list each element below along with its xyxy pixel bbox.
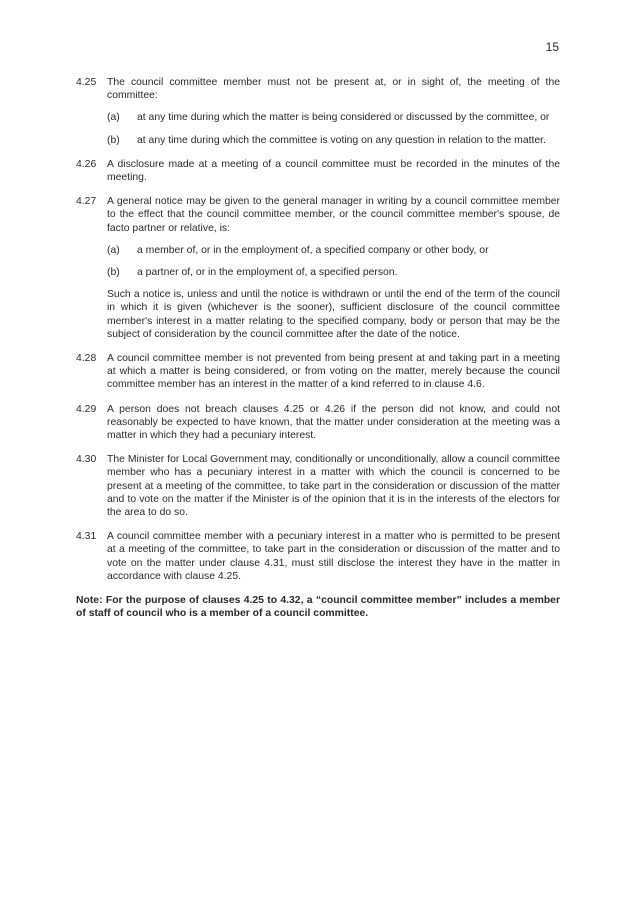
clause-number: 4.30 — [76, 454, 97, 466]
document-body — [76, 76, 560, 621]
sub-clause-b — [107, 134, 560, 147]
sub-clause-label: (b) — [107, 267, 120, 279]
clause-4-25 — [76, 76, 560, 147]
sub-clause-b — [107, 266, 560, 279]
clause-4-26 — [76, 158, 560, 184]
clause-4-28 — [76, 352, 560, 392]
clause-text: The Minister for Local Government may, conditionally or unconditionally, allow a council committee member who has a pecuniary interest in a matter with which the council is concerned to be present at a meeting of the committee, to take part in the consideration or discussion of the matter and to vote on the matter if the Minister is of the opinion that it is in the interests of the electors for the area to do so. — [107, 454, 560, 519]
clause-text: A general notice may be given to the general manager in writing by a council committee member to the effect that the council committee member, or the council committee member's spouse, de facto partner or relative, is: — [107, 196, 560, 234]
sub-clause-text: at any time during which the matter is being considered or discussed by the committee, or — [137, 112, 550, 124]
clause-4-30 — [76, 453, 560, 519]
clause-text: A council committee member with a pecuniary interest in a matter who is permitted to be present at a meeting of the committee, to take part in the consideration or discussion of the matter and to vote on the matter under clause 4.31, must still disclose the interest they have in the matter in accordance with clause 4.25. — [107, 531, 560, 582]
note-paragraph: Note: For the purpose of clauses 4.25 to 4.32, a “council committee member” includes a member of staff of council who is a member of a council committee. — [76, 595, 560, 620]
clause-follow-on-paragraph: Such a notice is, unless and until the notice is withdrawn or until the end of the term of the council in which it is given (whichever is the sooner), sufficient disclosure of the council committee member's interest in a matter relating to the specified company, body or person that may be the subject of consideration by the council committee after the date of the notice. — [107, 289, 560, 340]
clause-text: A person does not breach clauses 4.25 or 4.26 if the person did not know, and could not reasonably be expected to have known, that the matter under consideration at the meeting was a matter in which they had a pecuniary interest. — [107, 403, 560, 442]
sub-clause-a — [107, 111, 560, 124]
clause-text: The council committee member must not be present at, or in sight of, the meeting of the committee: — [107, 77, 560, 102]
sub-clause-text: a partner of, or in the employment of, a specified person. — [137, 267, 398, 279]
sub-clause-label: (b) — [107, 134, 120, 146]
clause-4-29 — [76, 403, 560, 443]
clause-number: 4.26 — [76, 158, 97, 170]
clause-4-31 — [76, 530, 560, 583]
clause-number: 4.31 — [76, 531, 97, 543]
clause-text: A disclosure made at a meeting of a council committee must be recorded in the minutes of the meeting. — [107, 158, 560, 184]
clause-number: 4.29 — [76, 403, 97, 415]
clause-number: 4.28 — [76, 353, 97, 365]
sub-clause-label: (a) — [107, 112, 120, 124]
sub-clause-text: a member of, or in the employment of, a specified company or other body, or — [137, 244, 489, 256]
sub-clause-text: at any time during which the committee is voting on any question in relation to the matter. — [137, 134, 546, 146]
clause-number: 4.25 — [76, 77, 97, 88]
page-number: 15 — [545, 40, 559, 54]
sub-clause-label: (a) — [107, 244, 120, 256]
clause-text: A council committee member is not prevented from being present at and taking part in a meeting at which a matter is being considered, or from voting on the matter, merely because the council committee member has an interest in the matter of a kind referred to in clause 4.6. — [107, 353, 560, 391]
clause-number: 4.27 — [76, 196, 97, 208]
sub-clause-a — [107, 244, 560, 257]
clause-4-27 — [76, 195, 560, 341]
